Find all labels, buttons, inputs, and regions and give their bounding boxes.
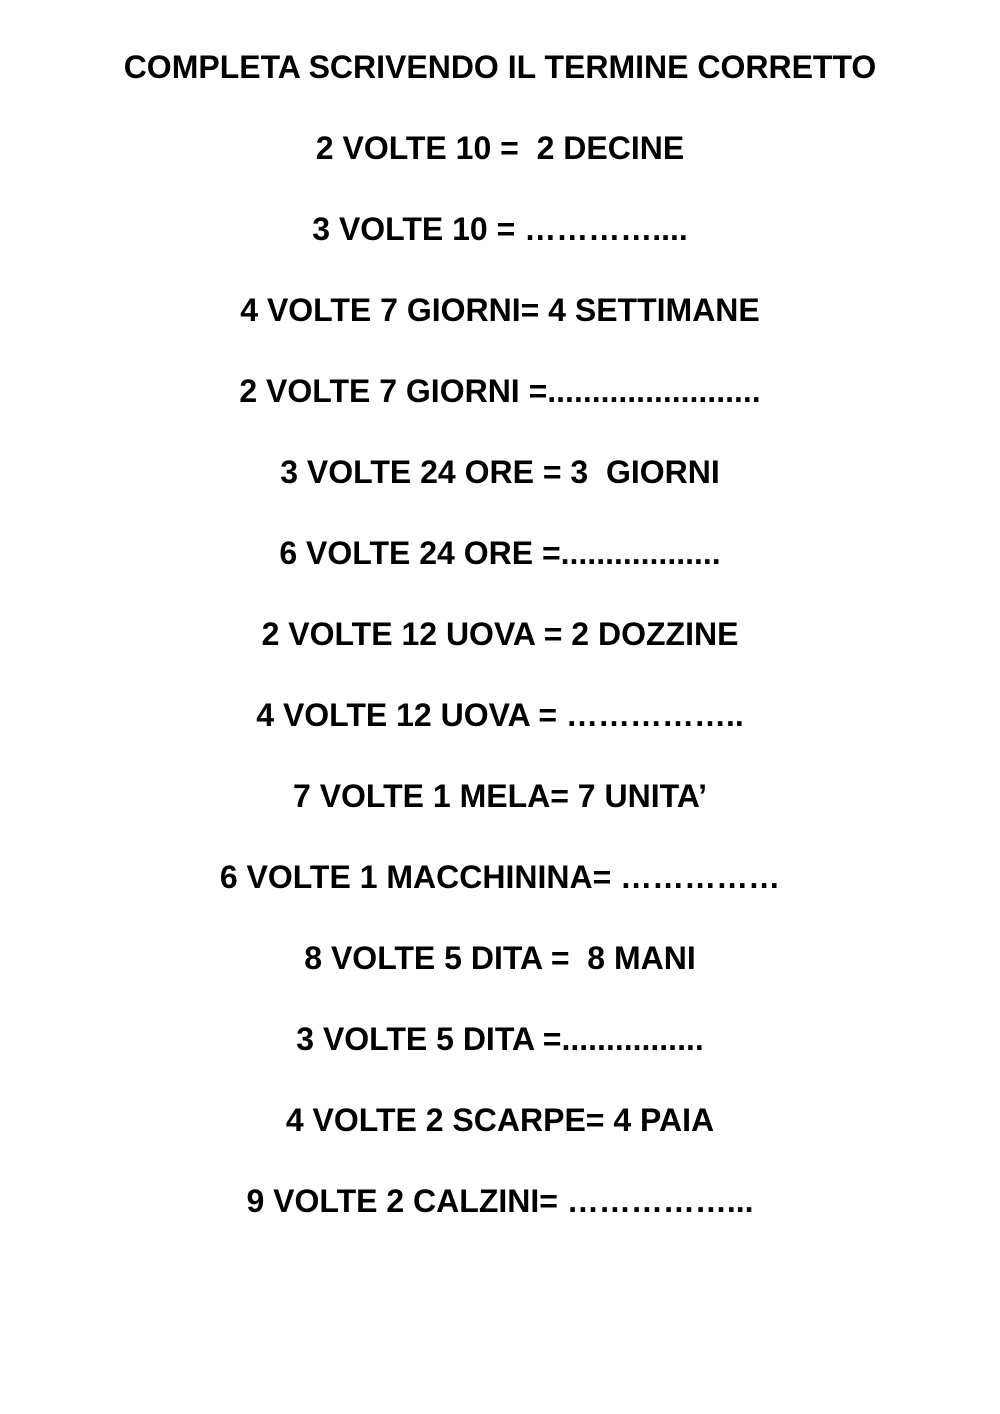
exercise-line: 6 VOLTE 1 MACCHININA= …………… bbox=[219, 859, 781, 895]
exercise-line: 4 VOLTE 2 SCARPE= 4 PAIA bbox=[285, 1102, 715, 1138]
exercise-line: 2 VOLTE 12 UOVA = 2 DOZZINE bbox=[261, 616, 739, 652]
exercise-line: 3 VOLTE 5 DITA =................ bbox=[296, 1021, 704, 1057]
exercise-line: 3 VOLTE 24 ORE = 3 GIORNI bbox=[280, 454, 720, 490]
exercise-line: 2 VOLTE 7 GIORNI =........................ bbox=[239, 373, 761, 409]
exercise-line: 2 VOLTE 10 = 2 DECINE bbox=[315, 130, 685, 166]
exercise-line: 9 VOLTE 2 CALZINI= ……………... bbox=[246, 1183, 754, 1219]
exercise-line: 3 VOLTE 10 = ………….... bbox=[312, 211, 688, 247]
exercise-line: 6 VOLTE 24 ORE =.................. bbox=[279, 535, 721, 571]
exercise-line: 4 VOLTE 12 UOVA = …………….. bbox=[256, 697, 744, 733]
exercise-line: 8 VOLTE 5 DITA = 8 MANI bbox=[304, 940, 696, 976]
worksheet-title: COMPLETA SCRIVENDO IL TERMINE CORRETTO bbox=[123, 49, 877, 85]
exercise-line: 4 VOLTE 7 GIORNI= 4 SETTIMANE bbox=[240, 292, 760, 328]
exercise-line: 7 VOLTE 1 MELA= 7 UNITA’ bbox=[293, 778, 707, 814]
